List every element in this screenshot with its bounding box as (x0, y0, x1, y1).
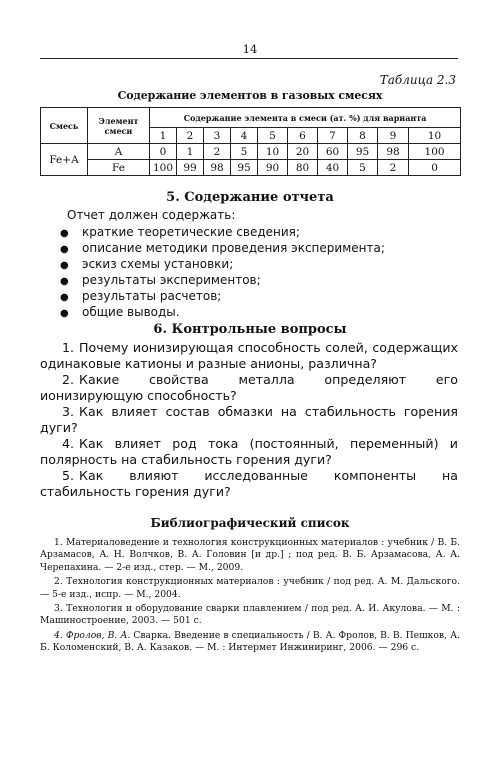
bullet-icon: ● (60, 276, 69, 287)
question-item (40, 340, 458, 372)
table-row (41, 160, 461, 176)
element-cell: Fe (88, 160, 150, 176)
list-item-text: общие выводы. (82, 305, 180, 319)
table-title: Содержание элементов в газовых смесях (117, 89, 383, 102)
question-text: Как влияет состав обмазки на стабильность горения дуги? (40, 404, 458, 435)
bullet-icon: ● (60, 292, 69, 303)
value-cell: 2 (378, 160, 409, 176)
question-text: Почему ионизирующая способность солей, содержащих одинаковые катионы и разные анионы, различна? (40, 340, 458, 371)
value-cell: 0 (409, 160, 461, 176)
bullet-icon: ● (60, 260, 69, 271)
list-item-text: результаты расчетов; (82, 289, 222, 303)
variant-cell: 8 (348, 128, 378, 144)
value-cell: 1 (177, 144, 204, 160)
value-cell: 0 (150, 144, 177, 160)
bibliography-list (40, 537, 460, 657)
bibliography-text: Сварка. Введение в специальность / В. А. Фролов, В. В. Пешков, А. Б. Коломенский, В. А. Казаков. — М. : Интермет Инжиниринг, 2006. — 296 с. (40, 629, 460, 654)
report-list (60, 224, 385, 320)
question-item (40, 372, 458, 404)
question-number: 2. (62, 372, 75, 387)
bullet-icon: ● (60, 308, 69, 319)
mix-name-cell: Fe+A (41, 144, 88, 176)
questions-list (40, 340, 458, 500)
header-mix-cell: Смесь (41, 108, 88, 144)
element-cell: A (88, 144, 150, 160)
value-cell: 20 (288, 144, 318, 160)
value-cell: 10 (258, 144, 288, 160)
question-item (40, 468, 458, 500)
list-item-text: краткие теоретические сведения; (82, 225, 300, 239)
variant-cell: 10 (409, 128, 461, 144)
value-cell: 95 (231, 160, 258, 176)
table-row (41, 144, 461, 160)
question-number: 3. (62, 404, 75, 419)
question-number: 1. (62, 340, 75, 355)
question-item (40, 436, 458, 468)
table-header-row (41, 108, 461, 128)
bibliography-author: 4. Фролов, В. А. (54, 629, 131, 641)
value-cell: 40 (318, 160, 348, 176)
variant-cell: 6 (288, 128, 318, 144)
bibliography-entry (40, 576, 460, 601)
question-text: Как влияют исследованные компоненты на стабильность горения дуги? (40, 468, 458, 499)
variant-cell: 3 (204, 128, 231, 144)
bibliography-entry (40, 603, 460, 628)
page-number: 14 (242, 42, 258, 56)
table-caption: Таблица 2.3 (379, 73, 456, 87)
header-element-cell: Элемент смеси (88, 108, 150, 144)
list-item (60, 272, 385, 288)
question-text: Какие свойства металла определяют его ионизирующую способность? (40, 372, 458, 403)
question-number: 5. (62, 468, 75, 483)
list-item-text: эскиз схемы установки; (82, 257, 234, 271)
list-item (60, 304, 385, 320)
value-cell: 60 (318, 144, 348, 160)
bibliography-text: 2. Технология конструкционных материалов : учебник / под ред. А. М. Дальского. — 5-е изд., испр. — М., 2004. (40, 576, 460, 600)
list-item (60, 256, 385, 272)
bullet-icon: ● (60, 228, 69, 239)
question-number: 4. (62, 436, 75, 451)
list-item-text: описание методики проведения эксперимента; (82, 241, 385, 255)
header-content-cell: Содержание элемента в смеси (ат. %) для варианта (150, 108, 461, 128)
variant-cell: 4 (231, 128, 258, 144)
question-text: Как влияет род тока (постоянный, переменный) и полярность на стабильность горения дуги? (40, 436, 458, 467)
value-cell: 98 (204, 160, 231, 176)
value-cell: 2 (204, 144, 231, 160)
value-cell: 80 (288, 160, 318, 176)
value-cell: 5 (231, 144, 258, 160)
bibliography-entry (40, 630, 460, 655)
bibliography-entry (40, 537, 460, 574)
header-rule (40, 58, 458, 59)
value-cell: 95 (348, 144, 378, 160)
bibliography-text: 3. Технология и оборудование сварки плавлением / под ред. А. И. Акулова. — М. : Машиностроение, 2003. — 501 с. (40, 603, 460, 627)
list-item (60, 240, 385, 256)
question-item (40, 404, 458, 436)
report-section-title: 5. Содержание отчета (166, 190, 334, 205)
variant-cell: 2 (177, 128, 204, 144)
variant-cell: 5 (258, 128, 288, 144)
value-cell: 99 (177, 160, 204, 176)
variant-cell: 9 (378, 128, 409, 144)
list-item (60, 224, 385, 240)
list-item (60, 288, 385, 304)
bibliography-text: 1. Материаловедение и технология конструкционных материалов : учебник / В. Б. Арзамасов, А. Н. Волчков, В. А. Головин [и др.] ; под ред. В. Б. Арзамасова, А. А. Черепахина. — 2-е изд., стер. — М., 2009. (40, 537, 460, 573)
list-item-text: результаты экспериментов; (82, 273, 261, 287)
variant-cell: 7 (318, 128, 348, 144)
bullet-icon: ● (60, 244, 69, 255)
bibliography-title: Библиографический список (150, 516, 350, 530)
value-cell: 5 (348, 160, 378, 176)
value-cell: 98 (378, 144, 409, 160)
value-cell: 90 (258, 160, 288, 176)
report-lead: Отчет должен содержать: (67, 208, 236, 222)
variant-cell: 1 (150, 128, 177, 144)
questions-section-title: 6. Контрольные вопросы (153, 322, 347, 337)
value-cell: 100 (409, 144, 461, 160)
value-cell: 100 (150, 160, 177, 176)
gas-mixture-table (40, 107, 461, 176)
